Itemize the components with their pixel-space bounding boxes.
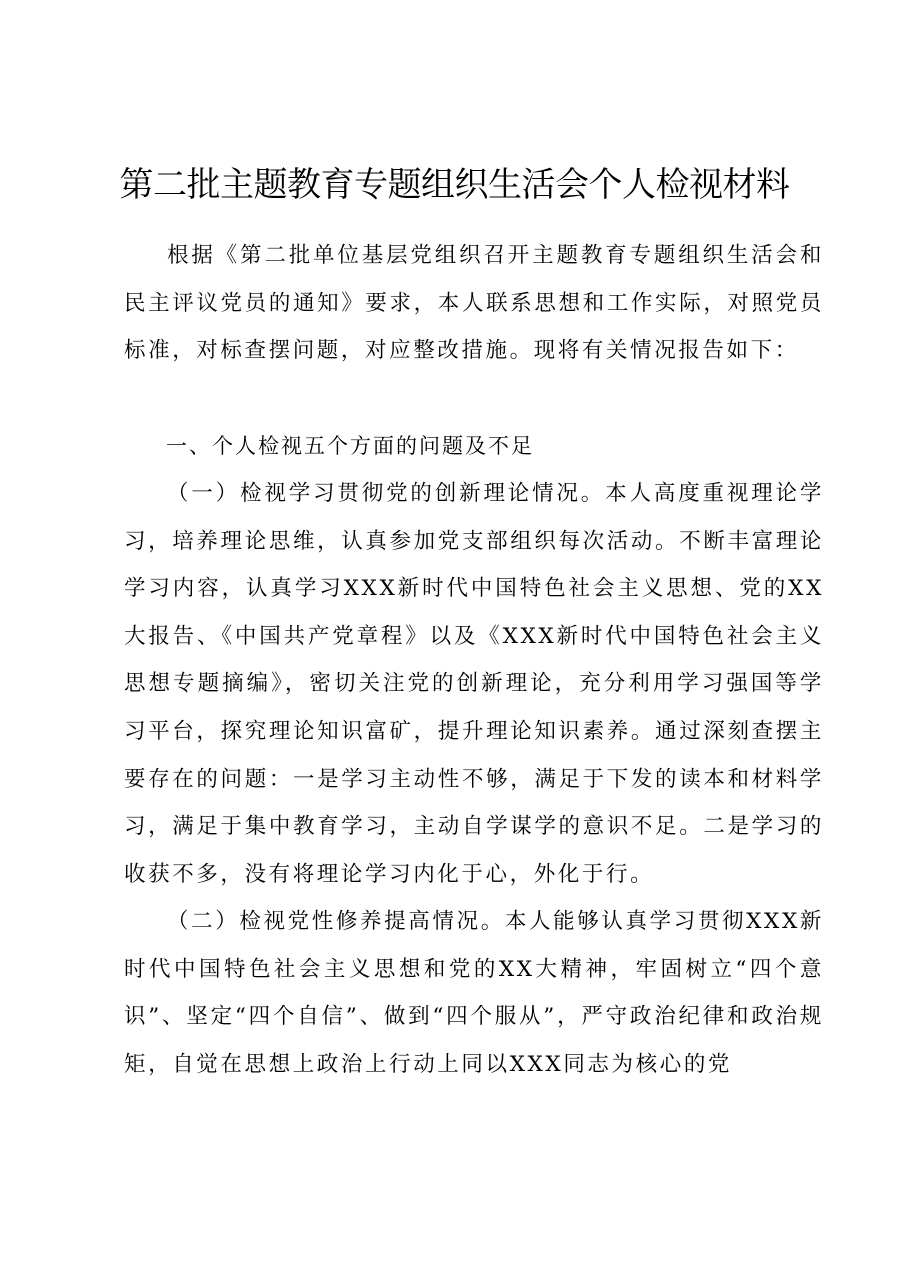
document-title: 第二批主题教育专题组织生活会个人检视材料 [119, 165, 790, 205]
section-heading: 一、个人检视五个方面的问题及不足 [166, 434, 534, 458]
subsection-2-lead: （二）检视党性修养提高情况。 [167, 909, 505, 934]
subsection-1-paragraph [124, 470, 824, 898]
subsection-1-text: 本人高度重视理论学习，培养理论思维，认真参加党支部组织每次活动。不断丰富理论学习内容，认真学习XXX新时代中国特色社会主义思想、党的XX大报告、《中国共产党章程》以及《XXX新时代中国特色社会主义思想专题摘编》，密切关注党的创新理论，充分利用学习强国等学习平台，探究理论知识富矿，提升理论知识素养。通过深刻查摆主要存在的问题：一是学习主动性不够，满足于下发的读本和材料学习，满足于集中教育学习，主动自学谋学的意识不足。二是学习的收获不多，没有将理论学习内化于心，外化于行。 [124, 481, 824, 887]
intro-paragraph: 根据《第二批单位基层党组织召开主题教育专题组织生活会和民主评议党员的通知》要求，本人联系思想和工作实际，对照党员标准，对标查摆问题，对应整改措施。现将有关情况报告如下： [124, 243, 824, 364]
subsection-2-paragraph [124, 898, 824, 1088]
subsection-2-text: 本人能够认真学习贯彻XXX新时代中国特色社会主义思想和党的XX大精神，牢固树立“四个意识”、坚定“四个自信”、做到“四个服从”，严守政治纪律和政治规矩，自觉在思想上政治上行动上同以XXX同志为核心的党 [124, 909, 825, 1077]
subsection-1-lead: （一）检视学习贯彻党的创新理论情况。 [167, 481, 606, 506]
